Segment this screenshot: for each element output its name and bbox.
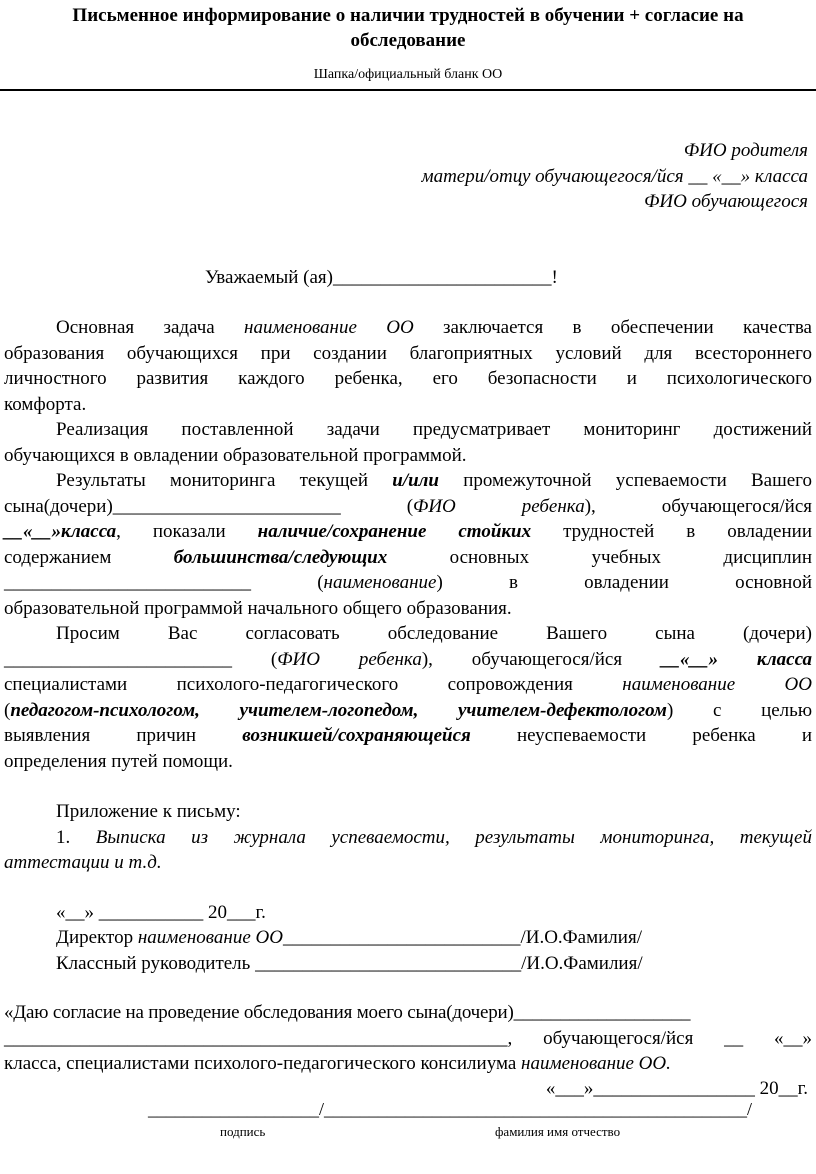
consent-line-2: _____________________________________________________, обучающегося/йся __ «__» bbox=[4, 1028, 812, 1049]
addressee-student-name: ФИО обучающегося bbox=[644, 191, 808, 212]
paragraph-2-line-1: Реализация поставленной задачи предусматривает мониторинг достижений bbox=[56, 419, 812, 440]
paragraph-1-line-3: личностного развития каждого ребенка, его безопасности и психологического bbox=[4, 368, 812, 389]
addressee-role: матери/отцу обучающегося/йся __ «__» класса bbox=[421, 166, 808, 187]
attachment-item-1: 1. Выписка из журнала успеваемости, результаты мониторинга, текущей bbox=[56, 827, 812, 848]
letterhead-placeholder: Шапка/официальный бланк ОО bbox=[313, 67, 503, 82]
paragraph-3-line-5: __________________________ (наименование) в овладении основной bbox=[4, 572, 813, 593]
paragraph-4-line-5: выявления причин возникшей/сохраняющейся неуспеваемости ребенка и bbox=[4, 725, 812, 746]
paragraph-3-line-6: образовательной программой начального общего образования. bbox=[4, 598, 512, 619]
consent-line-3: класса, специалистами психолого-педагогического консилиума наименование ОО. bbox=[4, 1053, 671, 1074]
paragraph-2-line-2: обучающихся в овладении образовательной программой. bbox=[4, 445, 467, 466]
signature-caption: подпись bbox=[220, 1124, 266, 1139]
paragraph-3-line-4: содержанием большинства/следующих основных учебных дисциплин bbox=[4, 547, 812, 568]
signature-line: ___________________/_______________________________________________/ bbox=[148, 1099, 753, 1119]
paragraph-4-line-4: (педагогом-психологом, учителем-логопедом, учителем-дефектологом) с целью bbox=[4, 700, 813, 721]
letter-date: «__» ___________ 20___г. bbox=[56, 902, 266, 923]
attachment-item-1-cont: аттестации и т.д. bbox=[4, 852, 162, 873]
paragraph-1-line-2: образования обучающихся при создании благоприятных условий для всестороннего bbox=[4, 343, 812, 364]
full-name-caption: фамилия имя отчество bbox=[495, 1124, 621, 1139]
paragraph-4-line-1: Просим Вас согласовать обследование Вашего сына (дочери) bbox=[56, 623, 812, 644]
paragraph-3-line-1: Результаты мониторинга текущей и/или промежуточной успеваемости Вашего bbox=[56, 470, 812, 491]
class-teacher-signature: Классный руководитель ____________________________/И.О.Фамилия/ bbox=[56, 953, 643, 974]
paragraph-4-line-6: определения путей помощи. bbox=[4, 751, 233, 772]
paragraph-3-line-3: __«__»класса, показали наличие/сохранение стойких трудностей в овладении bbox=[4, 521, 812, 542]
addressee-parent-name: ФИО родителя bbox=[683, 140, 808, 161]
document-title-line2: обследование bbox=[350, 30, 466, 51]
paragraph-3-line-2: сына(дочери)________________________ (ФИО ребенка), обучающегося/йся bbox=[4, 496, 812, 517]
director-signature: Директор наименование ОО_________________________/И.О.Фамилия/ bbox=[56, 927, 642, 948]
paragraph-1-line-4: комфорта. bbox=[4, 394, 87, 415]
paragraph-4-line-2: ________________________ (ФИО ребенка), обучающегося/йся __«__» класса bbox=[4, 649, 813, 670]
attachment-heading: Приложение к письму: bbox=[56, 801, 241, 822]
header-divider bbox=[0, 89, 816, 91]
greeting: Уважаемый (ая)_______________________! bbox=[205, 267, 558, 288]
paragraph-4-line-3: специалистами психолого-педагогического сопровождения наименование ОО bbox=[4, 674, 812, 695]
document-title-line1: Письменное информирование о наличии трудностей в обучении + согласие на bbox=[72, 5, 744, 26]
consent-line-1: «Даю согласие на проведение обследования моего сына(дочери)___________________ bbox=[4, 1002, 691, 1023]
paragraph-1-line-1: Основная задача наименование ОО заключается в обеспечении качества bbox=[56, 317, 812, 338]
consent-date: «___»_________________ 20__г. bbox=[545, 1078, 808, 1099]
